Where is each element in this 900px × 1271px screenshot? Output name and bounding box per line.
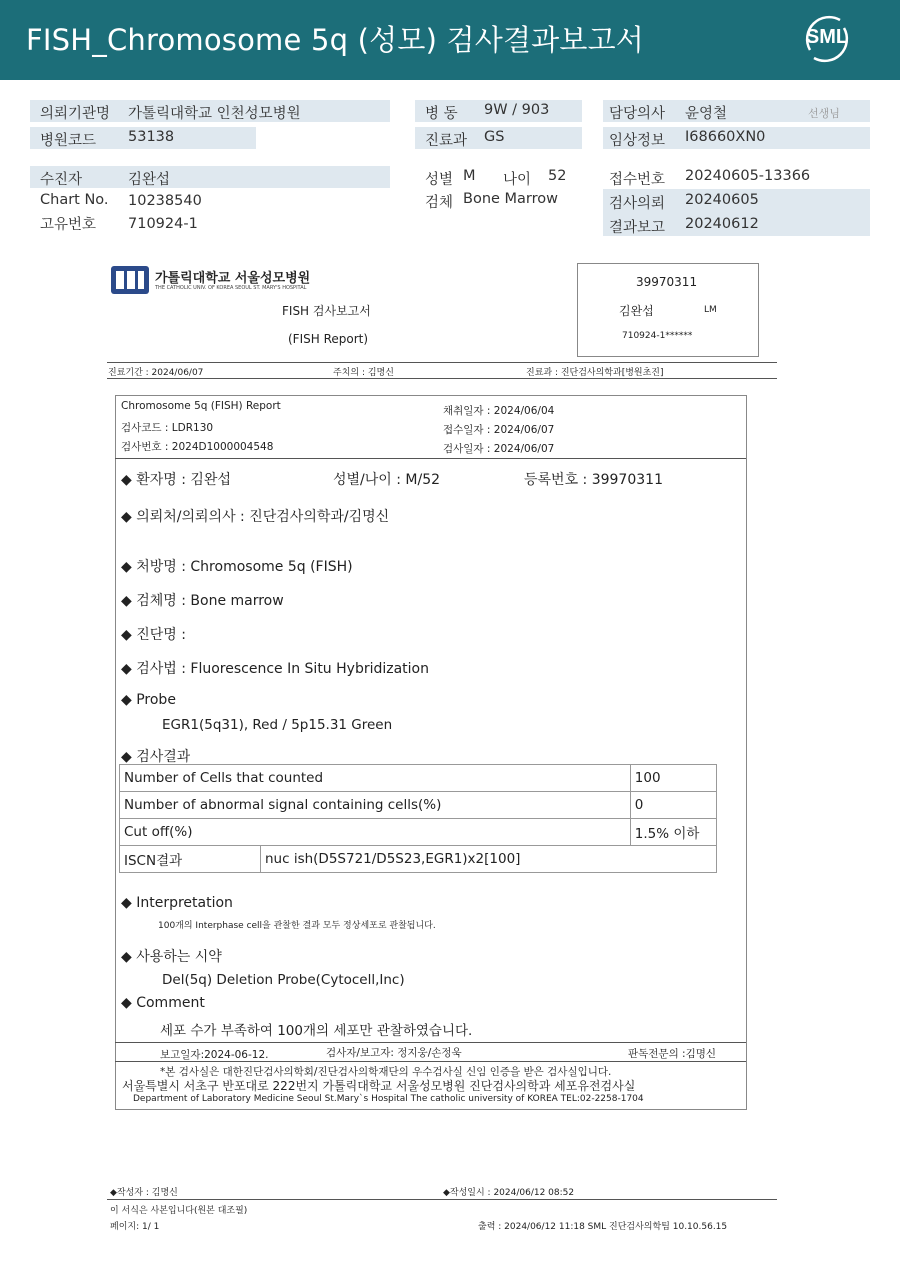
result-value: 0 — [630, 792, 716, 819]
divider — [115, 1042, 746, 1043]
comment-value: 세포 수가 부족하여 100개의 세포만 관찰하였습니다. — [160, 1023, 473, 1039]
referral-line: ◆ 의뢰처/의뢰의사 : 진단검사의학과/김명신 — [121, 509, 390, 525]
doctor-label: 담당의사 — [609, 106, 666, 122]
footer-line-1: *본 검사실은 대한진단검사의학회/진단검사의학재단의 우수검사실 신임 인증을 받은 검사실입니다. — [160, 1066, 612, 1078]
age-label: 나이 — [503, 172, 532, 188]
result-label: Number of abnormal signal containing cells(%) — [120, 792, 631, 819]
id-sex: LM — [704, 305, 717, 315]
report-title: FISH 검사보고서 — [282, 304, 371, 318]
table-row — [120, 846, 717, 873]
chart-value: 10238540 — [128, 193, 202, 209]
hospital-code-value: 53138 — [128, 129, 175, 145]
department-value: GS — [484, 129, 505, 145]
method-line: ◆ 검사법 : Fluorescence In Situ Hybridization — [121, 661, 429, 677]
diagnosis-line: ◆ 진단명 : — [121, 627, 186, 643]
page-title: FISH_Chromosome 5q (성모) 검사결과보고서 — [26, 23, 645, 57]
specimen-line: ◆ 검체명 : Bone marrow — [121, 593, 284, 609]
report-name: Chromosome 5q (FISH) Report — [121, 400, 281, 412]
receive-date: 접수일자 : 2024/06/07 — [443, 424, 555, 436]
doctor-value: 윤영철 — [685, 106, 728, 122]
exam-date: 검사일자 : 2024/06/07 — [443, 443, 555, 455]
footer-line-2: 서울특별시 서초구 반포대로 222번지 가톨릭대학교 서울성모병원 진단검사의학과 세포유전검사실 — [122, 1079, 636, 1093]
probe-heading: ◆ Probe — [121, 692, 176, 708]
ward-value: 9W / 903 — [484, 102, 550, 118]
iscn-label: ISCN결과 — [120, 846, 261, 873]
result-value: 1.5% 이하 — [630, 819, 716, 846]
institution-label: 의뢰기관명 — [40, 106, 111, 122]
age-value: 52 — [548, 168, 567, 184]
info-bar-patient — [30, 166, 390, 188]
writer: ◆작성자 : 김명신 — [110, 1188, 178, 1198]
reg-line: 등록번호 : 39970311 — [524, 472, 663, 488]
visit-period: 진료기간 : 2024/06/07 — [108, 368, 204, 378]
footer-line-3: Department of Laboratory Medicine Seoul St.Mary`s Hospital The catholic university of KOREA TEL:02-2258-1704 — [133, 1094, 644, 1104]
attending: 주치의 : 김명신 — [333, 368, 394, 378]
table-row — [120, 792, 717, 819]
print-info: 출력 : 2024/06/12 11:18 SML 진단검사의학팀 10.10.56.15 — [478, 1222, 728, 1232]
id-number: 39970311 — [636, 275, 698, 289]
unique-label: 고유번호 — [40, 217, 97, 233]
id-reg: 710924-1****** — [622, 331, 693, 341]
institution-value: 가톨릭대학교 인천성모병원 — [128, 106, 301, 122]
patient-line: ◆ 환자명 : 김완섭 — [121, 472, 231, 488]
ward-label: 병 동 — [425, 106, 458, 122]
iscn-value: nuc ish(D5S721/D5S23,EGR1)x2[100] — [261, 846, 717, 873]
hospital-name: 가톨릭대학교 서울성모병원 — [155, 271, 311, 286]
department-label: 진료과 — [425, 133, 468, 149]
unique-value: 710924-1 — [128, 216, 198, 232]
specimen-label: 검체 — [425, 195, 454, 211]
sexage-line: 성별/나이 : M/52 — [333, 472, 441, 488]
specimen-value: Bone Marrow — [463, 191, 559, 207]
result-label: Cut off(%) — [120, 819, 631, 846]
table-row — [120, 819, 717, 846]
result-label: Number of Cells that counted — [120, 765, 631, 792]
request-value: 20240605 — [685, 192, 759, 208]
comment-heading: ◆ Comment — [121, 995, 205, 1011]
divider — [107, 378, 777, 379]
reagent-value: Del(5q) Deletion Probe(Cytocell,Inc) — [162, 972, 405, 988]
divider — [107, 362, 777, 363]
result-value: 20240612 — [685, 216, 759, 232]
divider — [107, 1199, 777, 1200]
hospital-logo-icon — [110, 265, 150, 295]
collect-date: 채취일자 : 2024/06/04 — [443, 405, 555, 417]
report-date: 보고일자:2024-06-12. — [160, 1049, 269, 1061]
result-label: 결과보고 — [609, 220, 666, 236]
doctor-suffix: 선생님 — [808, 107, 840, 120]
patient-label: 수진자 — [40, 172, 83, 188]
request-label: 검사의뢰 — [609, 196, 666, 212]
written-date: ◆작성일시 : 2024/06/12 08:52 — [443, 1188, 575, 1198]
report-frame — [115, 395, 747, 1110]
interpretation-heading: ◆ Interpretation — [121, 895, 233, 911]
result-value: 100 — [630, 765, 716, 792]
hospital-code-label: 병원코드 — [40, 133, 97, 149]
copy-note: 이 서식은 사본입니다(원본 대조필) — [110, 1206, 248, 1216]
visit-dept: 진료과 : 진단검사의학과[병원초진] — [526, 368, 664, 378]
chart-label: Chart No. — [40, 192, 109, 208]
receipt-label: 접수번호 — [609, 172, 666, 188]
divider — [115, 458, 746, 459]
probe-value: EGR1(5q31), Red / 5p15.31 Green — [162, 717, 393, 733]
table-row — [120, 765, 717, 792]
report-subtitle: (FISH Report) — [288, 332, 369, 346]
prescription-line: ◆ 처방명 : Chromosome 5q (FISH) — [121, 559, 353, 575]
results-heading: ◆ 검사결과 — [121, 749, 191, 764]
id-name: 김완섭 — [619, 304, 654, 318]
test-number: 검사번호 : 2024D1000004548 — [121, 441, 274, 453]
reader: 판독전문의 :김명신 — [628, 1048, 717, 1060]
patient-value: 김완섭 — [128, 172, 171, 188]
clinical-label: 임상정보 — [609, 133, 666, 149]
interpretation-value: 100개의 Interphase cell을 관찰한 결과 모두 정상세포로 관찰됩니다. — [158, 921, 436, 931]
page-number: 페이지: 1/ 1 — [110, 1222, 160, 1232]
reagent-heading: ◆ 사용하는 시약 — [121, 949, 222, 965]
logo-text: SML — [805, 26, 849, 48]
hospital-name-en: THE CATHOLIC UNIV. OF KOREA SEOUL ST. MARY'S HOSPITAL — [155, 285, 307, 291]
results-table — [119, 764, 717, 873]
examiner: 검사자/보고자: 정지웅/손정욱 — [326, 1047, 462, 1059]
divider — [115, 1061, 746, 1062]
clinical-value: I68660XN0 — [685, 129, 766, 145]
sex-label: 성별 — [425, 172, 454, 188]
sex-value: M — [463, 168, 476, 184]
test-code: 검사코드 : LDR130 — [121, 422, 214, 434]
receipt-value: 20240605-13366 — [685, 168, 811, 184]
